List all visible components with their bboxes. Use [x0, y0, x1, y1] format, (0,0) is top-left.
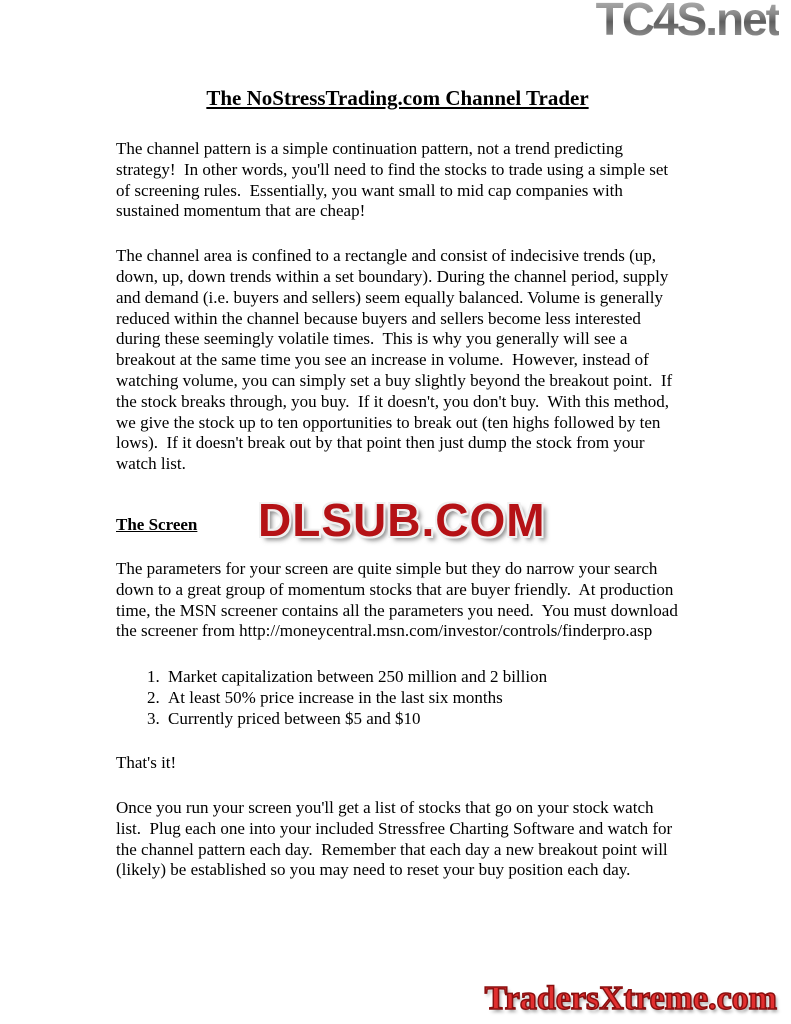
tc4s-logo: TC4S.net — [596, 0, 779, 46]
list-item-price-increase: 2. At least 50% price increase in the last six months — [164, 687, 679, 708]
dlsub-watermark: DLSUB.COM — [258, 493, 546, 546]
list-item-price-range: 3. Currently priced between $5 and $10 — [164, 708, 679, 729]
list-item-market-cap: 1. Market capitalization between 250 million and 2 billion — [164, 666, 679, 687]
paragraph-thats-it: That's it! — [116, 753, 177, 773]
paragraph-intro: The channel pattern is a simple continuation pattern, not a trend predicting strategy! In other words, you'll need to find the stocks to trade using a simple set of screening rules. Essentially, you want small to mid cap companies with sustained momentum that are cheap! — [116, 139, 673, 221]
page-title: The NoStressTrading.com Channel Trader — [206, 86, 589, 110]
paragraph-watchlist: Once you run your screen you'll get a list of stocks that go on your stock watch list. Plug each one into your included Stressfree Charting Software and watch for the channel pattern each day. Remember that each day a new breakout point will (likely) be established so you may need to reset your buy position each day. — [116, 797, 677, 880]
section-the-screen — [116, 493, 679, 549]
paragraph-parameters: The parameters for your screen are quite simple but they do narrow your search down to a great group of momentum stocks that are buyer friendly. At production time, the MSN screener contains all the parameters you need. You must download the screener from http://moneycentral.msn.com/investor/controls/finderpro.asp — [116, 558, 683, 641]
section-heading: The Screen — [116, 514, 198, 534]
tradersxtreme-logo: TradersXtreme.com — [484, 980, 777, 1017]
screening-rules-list — [116, 666, 679, 729]
paragraph-channel-area: The channel area is confined to a rectangle and consist of indecisive trends (up, down, up, down trends within a set boundary). During the channel period, supply and demand (i.e. buyers and sellers) seem equally balanced. Volume is generally reduced within the channel because buyers and sellers become less interested during these seemingly volatile times. This is why you generally will see a breakout at the same time you see an increase in volume. However, instead of watching volume, you can simply set a buy slightly beyond the breakout point. If the stock breaks through, you buy. If it doesn't, you don't buy. With this method, we give the stock up to ten opportunities to break out (ten highs followed by ten lows). If it doesn't break out by that point then just dump the stock from your watch list. — [116, 246, 677, 474]
